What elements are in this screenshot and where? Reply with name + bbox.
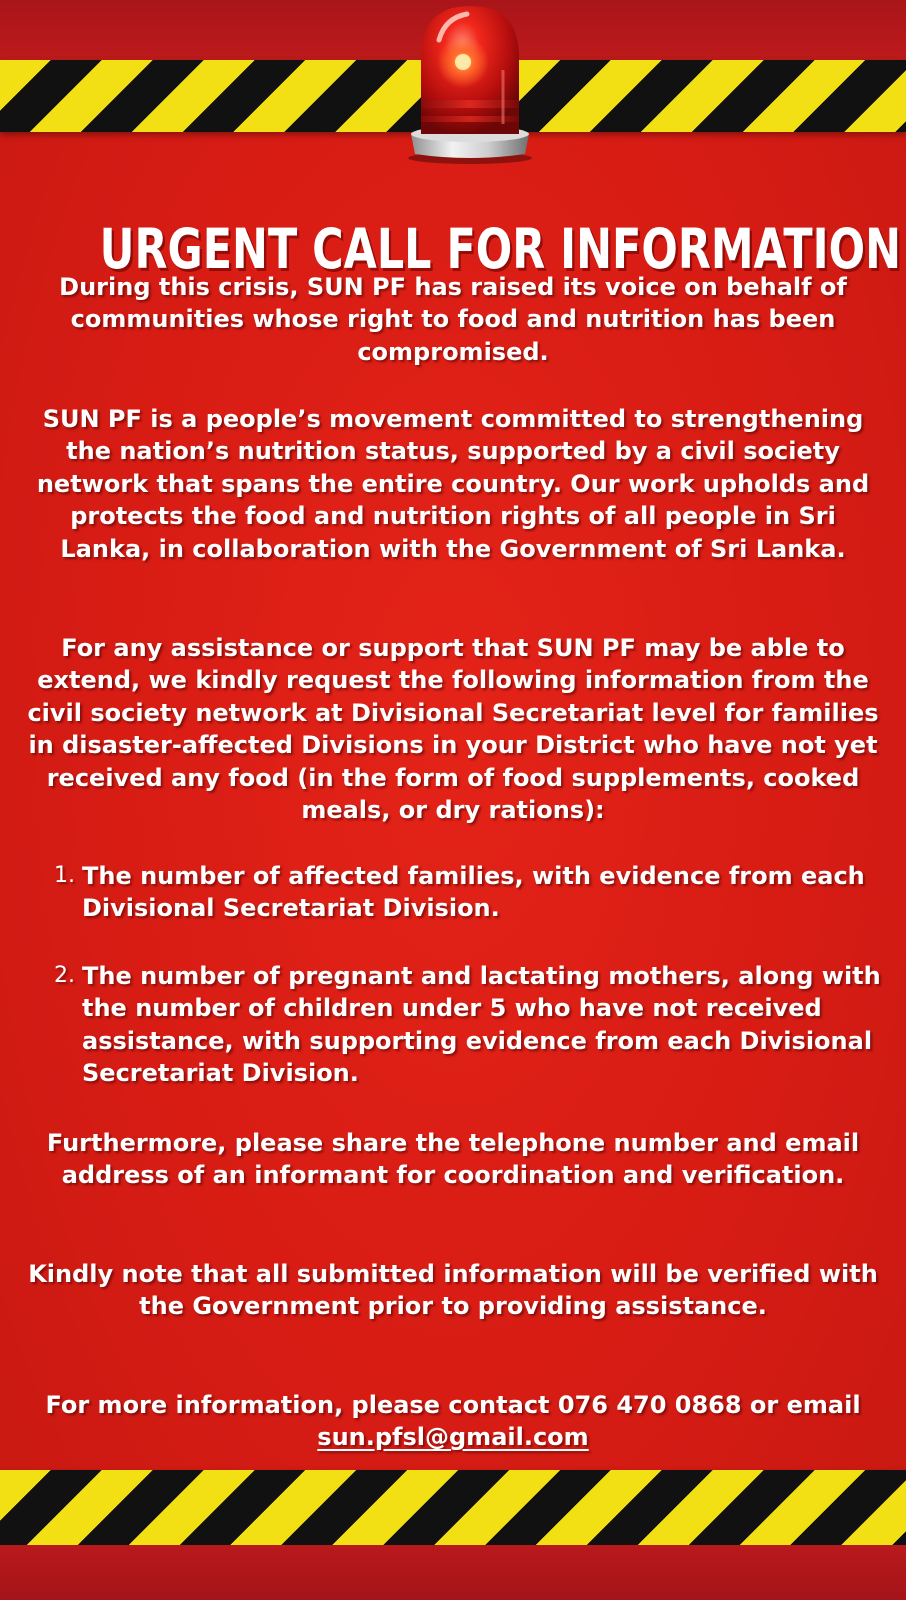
page-title: URGENT CALL FOR INFORMATION <box>99 216 902 281</box>
about-paragraph: SUN PF is a people’s movement committed to strengthening the nation’s nutrition status, supported by a civil society network that spans the entire country. Our work upholds and protects the food and nutrition rights of all people in Sri Lanka, in collaboration with the Government of Sri Lanka. <box>36 405 870 563</box>
list-item <box>54 960 884 1090</box>
contact-paragraph <box>26 1389 880 1454</box>
list-item-number: 1. <box>54 863 75 888</box>
request-paragraph: For any assistance or support that SUN PF may be able to extend, we kindly request the following information from the civil society network at Divisional Secretariat level for families in disaster-affected Divisions in your District who have not yet received any food (in the form of food supplements, cooked meals, or dry rations): <box>27 634 879 825</box>
list-item-text: The number of affected families, with evidence from each Divisional Secretariat Division. <box>82 862 865 923</box>
list-item <box>54 860 884 925</box>
list-item-number: 2. <box>54 963 75 988</box>
siren-icon <box>403 0 537 164</box>
list-item-text: The number of pregnant and lactating mothers, along with the number of children under 5 who have not received assistance, with supporting evidence from each Divisional Secretariat Division. <box>82 962 881 1088</box>
bottom-band <box>0 1545 906 1600</box>
email-link[interactable]: sun.pfsl@gmail.com <box>317 1423 589 1452</box>
hazard-stripe-bottom <box>0 1470 906 1545</box>
furthermore-paragraph: Furthermore, please share the telephone number and email address of an informant for coordination and verification. <box>46 1129 860 1190</box>
contact-prefix: For more information, please contact 076 470 0868 or email <box>45 1391 861 1419</box>
intro-paragraph: During this crisis, SUN PF has raised its voice on behalf of communities whose right to food and nutrition has been compromised. <box>59 273 847 366</box>
note-paragraph: Kindly note that all submitted information will be verified with the Government prior to providing assistance. <box>28 1260 878 1321</box>
